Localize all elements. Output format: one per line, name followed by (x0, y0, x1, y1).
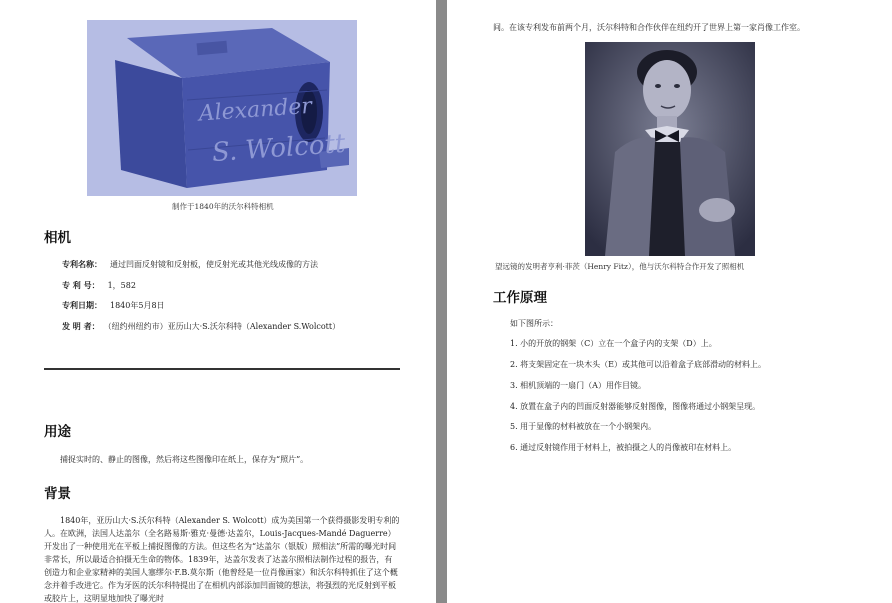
heading-camera: 相机 (44, 230, 71, 246)
camera-engraving-line-2: S. Wolcott (211, 128, 347, 169)
field-patent-number (62, 280, 136, 291)
page-gutter (436, 0, 447, 603)
field-value: 通过凹面反射镜和反射板，使反射光或其他光线成像的方法 (110, 260, 318, 269)
principle-step-4: 4. 放置在盒子内的凹面反射器能够反射图像，图像将通过小钢架呈现。 (510, 402, 761, 411)
field-label: 专 利 号： (62, 280, 100, 290)
principle-step-2: 2. 将支架固定在一块木头（E）或其他可以沿着盒子底部滑动的材料上。 (510, 360, 767, 369)
use-text: 捕捉实时的、静止的图像，然后将这些图像印在纸上，保存为“照片”。 (60, 455, 309, 464)
principle-step-6: 6. 通过反射镜作用于材料上，被拍摄之人的肖像被印在材料上。 (510, 443, 737, 452)
field-inventor (62, 321, 340, 332)
background-text: 1840年，亚历山大·S.沃尔科特（Alexander S. Wolcott）成为美国第一个获得摄影发明专利的人。在欧洲，法国人达盖尔（全名路易斯·雅克·曼德·达盖尔，Louis-Jacques-Mandé Daguerre）开发出了一种使用光在平板上捕捉图像的方法。但这些名为“达盖尔（银版）照相法”所需的曝光时间非常长，所以最适合拍摄无生命的物体。1839年，达盖尔发表了达盖尔照相法制作过程的报告，有创造力和企业家精神的美国人塞缪尔·F.B.莫尔斯（他曾经是一位肖像画家）和沃尔科特抓住了这个概念并着手改进它。作为牙医的沃尔科特提出了在相机内部添加凹面镜的想法，将强烈的光反射到平板或胶片上，这明显地加快了曝光时 (44, 516, 400, 603)
heading-background: 背景 (44, 486, 71, 502)
principle-step-1: 1. 小的开放的钢架（C）立在一个盒子内的支架（D）上。 (510, 339, 717, 348)
left-page (0, 0, 436, 603)
camera-illustration (87, 20, 357, 196)
section-divider (44, 368, 400, 370)
camera-photo (87, 20, 357, 196)
field-value: 1，582 (107, 281, 136, 290)
camera-engraving-line-1: Alexander (197, 93, 313, 127)
portrait-photo (585, 42, 755, 256)
principle-step-5: 5. 用于显像的材料被放在一个小钢架内。 (510, 422, 657, 431)
field-label: 专利日期： (62, 300, 102, 310)
portrait-illustration (585, 42, 755, 256)
use-paragraph (44, 453, 400, 466)
field-label: 发 明 者： (62, 321, 100, 331)
principle-intro: 如下图所示： (510, 319, 558, 328)
field-value: （纽约州纽约市）亚历山大·S.沃尔科特（Alexander S.Wolcott） (107, 322, 341, 331)
field-patent-date (62, 300, 165, 311)
camera-caption: 制作于1840年的沃尔科特相机 (172, 202, 274, 211)
heading-use: 用途 (44, 424, 71, 440)
principle-step-3: 3. 相机顶端的一扇门（A）用作目镜。 (510, 381, 646, 390)
field-value: 1840年5月8日 (110, 301, 165, 310)
continuation-paragraph (493, 21, 883, 34)
heading-principle: 工作原理 (493, 290, 547, 306)
background-paragraph (44, 514, 400, 603)
field-label: 专利名称： (62, 259, 102, 269)
portrait-caption: 望远镜的发明者亨利·菲茨（Henry Fitz），他与沃尔科特合作开发了照相机 (495, 262, 745, 271)
field-patent-name (62, 259, 318, 270)
continuation-text: 间。在该专利发布前两个月，沃尔科特和合作伙伴在纽约开了世界上第一家肖像工作室。 (493, 23, 805, 32)
